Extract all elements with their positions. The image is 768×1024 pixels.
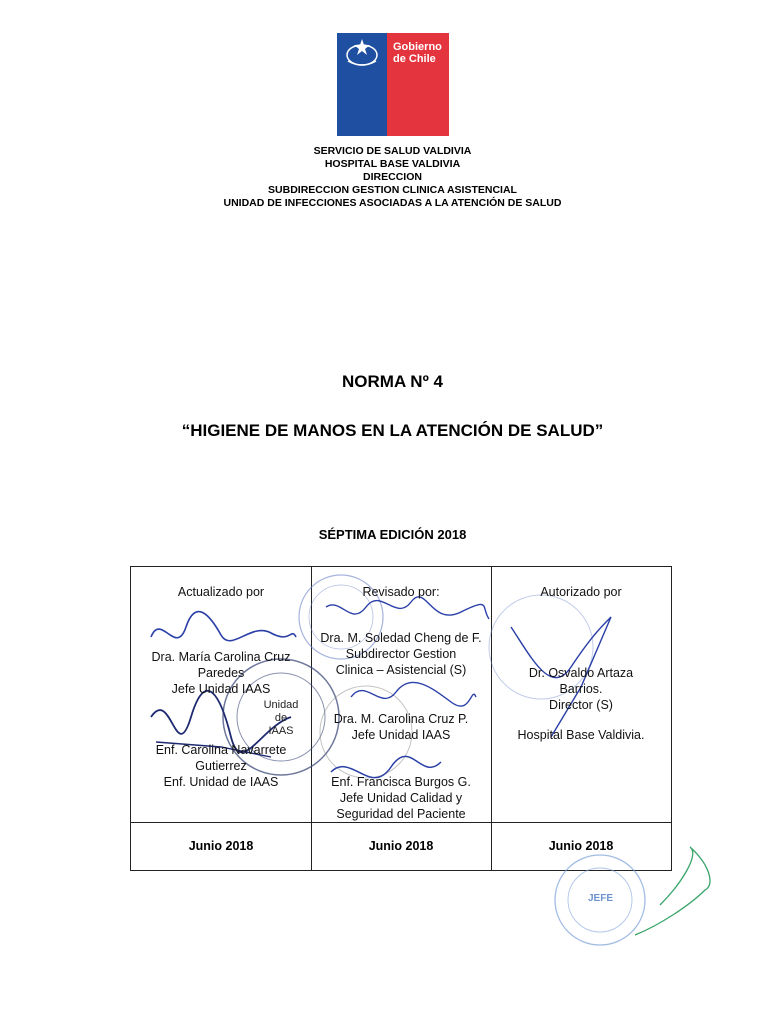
header-line: SUBDIRECCION GESTION CLINICA ASISTENCIAL <box>268 184 517 196</box>
header-line: DIRECCION <box>363 171 422 183</box>
stamp-line: IAAS <box>268 725 294 737</box>
col2-person1-line1: Dra. M. Soledad Cheng de F. <box>320 631 482 645</box>
row-divider <box>131 822 671 823</box>
col1-person1-line2: Paredes <box>197 666 245 680</box>
stamp-line: Unidad <box>263 699 299 711</box>
col3-person1-line3: Director (S) <box>549 698 613 712</box>
col3-person1-line2: Barrios. <box>559 682 603 696</box>
col2-person2-line2: Jefe Unidad IAAS <box>351 728 451 742</box>
stamp-line: de <box>274 712 288 724</box>
header-line: HOSPITAL BASE VALDIVIA <box>324 158 461 170</box>
col1-person2-line3: Enf. Unidad de IAAS <box>163 775 279 789</box>
col1-person1-line3: Jefe Unidad IAAS <box>171 682 271 696</box>
logo-text <box>393 41 442 65</box>
col2-date: Junio 2018 <box>368 839 434 853</box>
logo-line-2: de Chile <box>393 53 436 65</box>
col2-person3-line2: Jefe Unidad Calidad y <box>339 791 463 805</box>
coat-of-arms-icon <box>342 35 382 69</box>
document-title: “HIGIENE DE MANOS EN LA ATENCIÓN DE SALUD” <box>181 421 604 440</box>
header-line: UNIDAD DE INFECCIONES ASOCIADAS A LA ATENCIÓN DE SALUD <box>223 197 562 209</box>
col2-person1-line3: Clinica – Asistencial (S) <box>335 663 467 677</box>
col2-heading: Revisado por: <box>362 585 440 599</box>
col2-person3-line3: Seguridad del Paciente <box>336 807 466 821</box>
col2-person2-line1: Dra. M. Carolina Cruz P. <box>333 712 469 726</box>
col3-heading: Autorizado por <box>540 585 622 599</box>
col1-person2-line1: Enf. Carolina Navarrete <box>155 743 287 757</box>
unidad-stamp-text <box>251 699 311 738</box>
col2-person3-line1: Enf. Francisca Burgos G. <box>331 775 471 789</box>
col1-person1-line1: Dra. María Carolina Cruz <box>151 650 291 664</box>
norma-number: NORMA Nº 4 <box>342 372 443 391</box>
logo-line-1: Gobierno <box>393 41 442 53</box>
logo-blue-panel <box>337 33 387 136</box>
header-line: SERVICIO DE SALUD VALDIVIA <box>313 145 472 157</box>
col1-date: Junio 2018 <box>188 839 254 853</box>
col2-person1-line2: Subdirector Gestion <box>345 647 457 661</box>
col1-heading: Actualizado por <box>177 585 265 599</box>
col3-date: Junio 2018 <box>548 839 614 853</box>
column-divider <box>491 567 492 870</box>
edition-label: SÉPTIMA EDICIÓN 2018 <box>318 527 467 542</box>
institution-header <box>0 145 768 210</box>
jefe-stamp-text: JEFE <box>588 893 614 904</box>
col3-person1-line1: Dr. Osvaldo Artaza <box>528 666 634 680</box>
col1-person2-line2: Gutierrez <box>195 759 247 773</box>
gobierno-de-chile-logo <box>337 33 449 136</box>
signature-table <box>130 566 672 871</box>
col3-person2-line1: Hospital Base Valdivia. <box>517 728 645 742</box>
